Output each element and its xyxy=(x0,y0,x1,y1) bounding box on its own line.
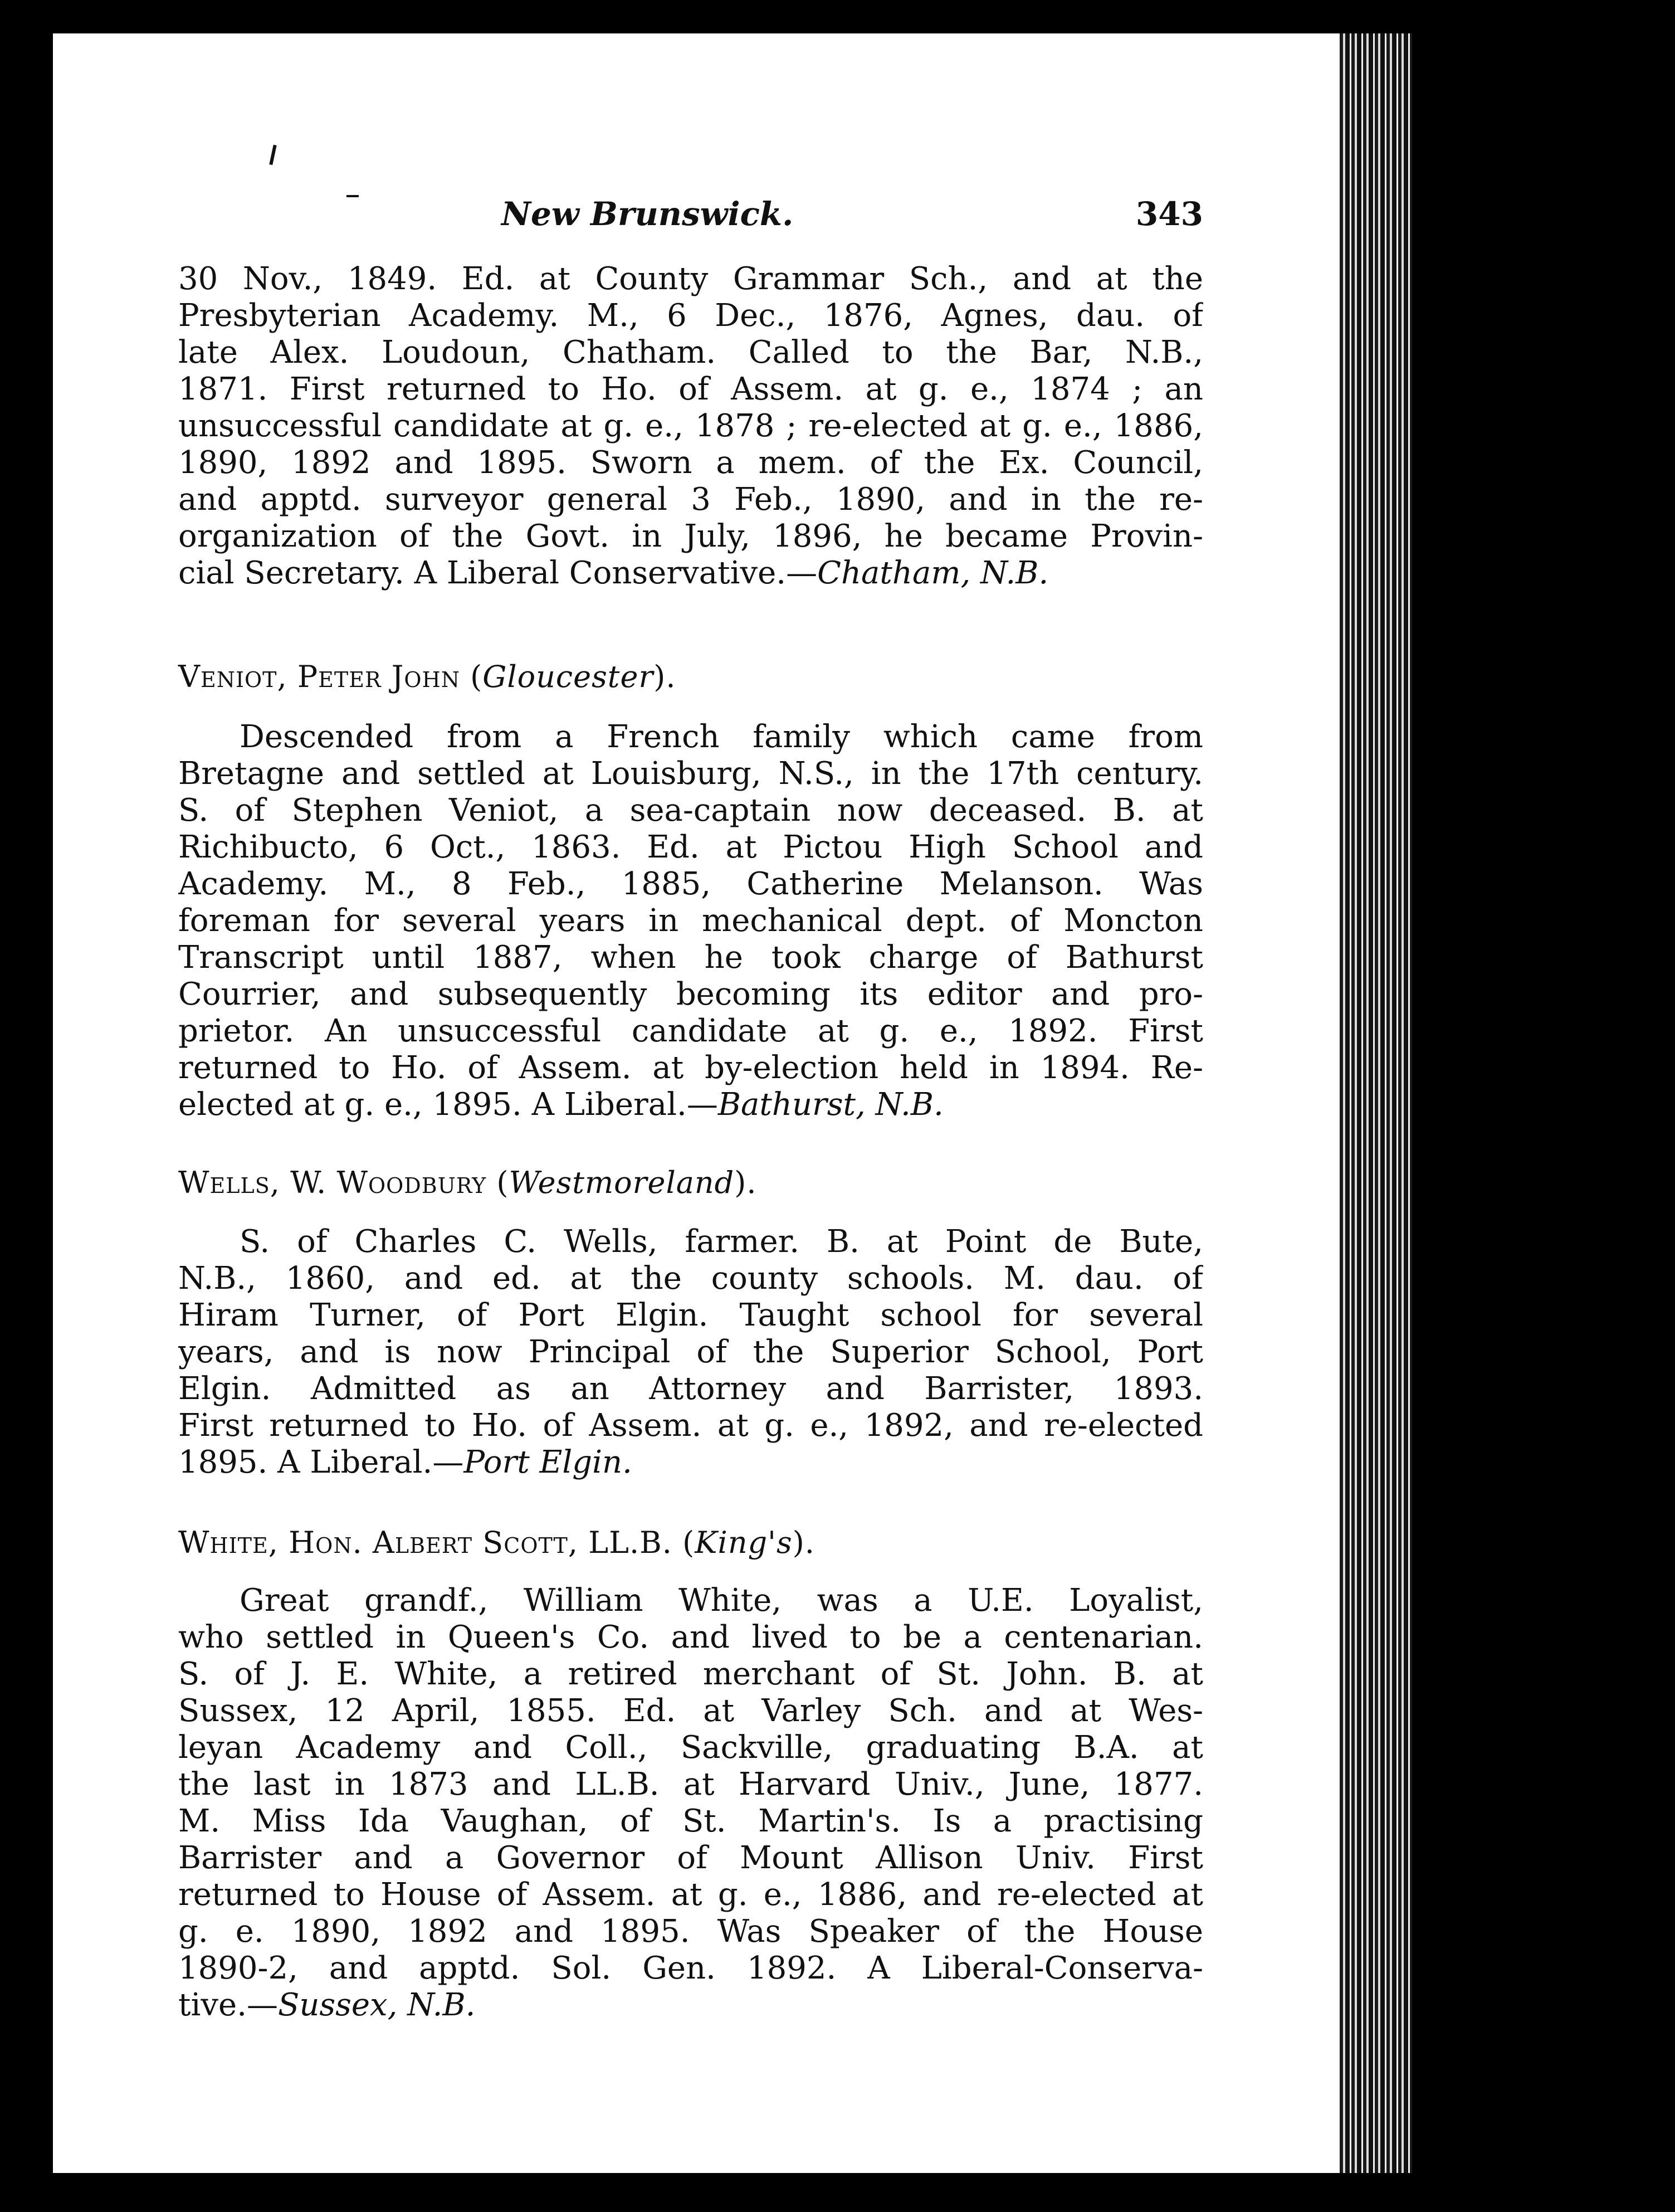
book-gutter-shadow xyxy=(1340,33,1412,2173)
entry-heading xyxy=(178,1165,756,1201)
text-line: 1871. First returned to Ho. of Assem. at g. e., 1874 ; an xyxy=(178,371,1203,407)
text-line: Academy. M., 8 Feb., 1885, Catherine Melanson. Was xyxy=(178,866,1203,902)
text-segment: elected at g. e., 1895. A Liberal.— xyxy=(178,1086,718,1123)
text-line: Barrister and a Governor of Mount Allison Univ. First xyxy=(178,1840,1203,1876)
text-line: Presbyterian Academy. M., 6 Dec., 1876, Agnes, dau. of xyxy=(178,298,1203,334)
text-line: Courrier, and subsequently becoming its editor and pro- xyxy=(178,976,1203,1012)
entry-surname: White xyxy=(178,1525,268,1560)
heading-open-paren: ( xyxy=(486,1165,509,1200)
text-line: Bretagne and settled at Louisburg, N.S., in the 17th century. xyxy=(178,756,1203,792)
residence: Sussex, N.B. xyxy=(278,1987,476,2023)
entry-forenames: W. Woodbury xyxy=(290,1165,487,1200)
text-line: returned to House of Assem. at g. e., 1886, and re-elected at xyxy=(178,1877,1203,1913)
text-line: N.B., 1860, and ed. at the county schools. M. dau. of xyxy=(178,1260,1203,1297)
text-line xyxy=(178,555,1203,592)
text-line: Richibucto, 6 Oct., 1863. Ed. at Pictou High School and xyxy=(178,829,1203,865)
entry-constituency: King's xyxy=(695,1525,793,1560)
entry-forenames: Hon. Albert Scott xyxy=(289,1525,568,1560)
text-line: years, and is now Principal of the Superior School, Port xyxy=(178,1334,1203,1370)
residence: Chatham, N.B. xyxy=(817,555,1049,591)
entry-constituency: Gloucester xyxy=(482,659,654,694)
text-line xyxy=(178,1444,1203,1481)
residence: Bathurst, N.B. xyxy=(717,1086,944,1123)
text-line: unsuccessful candidate at g. e., 1878 ; re-elected at g. e., 1886, xyxy=(178,408,1203,444)
entry-constituency: Westmoreland xyxy=(509,1165,735,1200)
residence: Port Elgin. xyxy=(463,1444,632,1480)
entry-paragraph xyxy=(178,1582,1203,2024)
running-header xyxy=(178,195,1203,234)
heading-separator: , xyxy=(270,1165,291,1200)
text-line: Hiram Turner, of Port Elgin. Taught school for several xyxy=(178,1297,1203,1333)
heading-open-paren: ( xyxy=(460,659,483,694)
text-line: the last in 1873 and LL.B. at Harvard Univ., June, 1877. xyxy=(178,1766,1203,1802)
text-line: Transcript until 1887, when he took charge of Bathurst xyxy=(178,939,1203,976)
stray-ink-mark xyxy=(269,145,276,165)
text-line: First returned to Ho. of Assem. at g. e., 1892, and re-elected xyxy=(178,1407,1203,1444)
text-line: 30 Nov., 1849. Ed. at County Grammar Sch., and at the xyxy=(178,261,1203,297)
text-line: g. e. 1890, 1892 and 1895. Was Speaker of the House xyxy=(178,1913,1203,1950)
text-line xyxy=(178,1086,1203,1123)
text-segment: cial Secretary. A Liberal Conservative.— xyxy=(178,555,818,591)
text-line: Elgin. Admitted as an Attorney and Barrister, 1893. xyxy=(178,1371,1203,1407)
text-line: leyan Academy and Coll., Sackville, graduating B.A. at xyxy=(178,1729,1203,1766)
text-line: S. of J. E. White, a retired merchant of St. John. B. at xyxy=(178,1656,1203,1692)
text-line: 1890, 1892 and 1895. Sworn a mem. of the Ex. Council, xyxy=(178,445,1203,481)
entry-paragraph xyxy=(178,1224,1203,1481)
heading-close: ). xyxy=(792,1525,815,1560)
text-segment: tive.— xyxy=(178,1987,278,2023)
heading-close: ). xyxy=(734,1165,757,1200)
entry-degree: LL.B. xyxy=(588,1525,672,1560)
heading-separator: , xyxy=(568,1525,589,1560)
text-line: who settled in Queen's Co. and lived to be a centenarian. xyxy=(178,1619,1203,1655)
text-line: late Alex. Loudoun, Chatham. Called to the Bar, N.B., xyxy=(178,334,1203,371)
text-line: and apptd. surveyor general 3 Feb., 1890, and in the re- xyxy=(178,481,1203,518)
heading-separator: , xyxy=(277,659,297,694)
text-line: foreman for several years in mechanical dept. of Moncton xyxy=(178,903,1203,939)
text-line: organization of the Govt. in July, 1896, he became Provin- xyxy=(178,518,1203,554)
text-segment: 1895. A Liberal.— xyxy=(178,1444,464,1480)
book-page xyxy=(53,33,1340,2173)
entry-heading xyxy=(178,1524,815,1561)
heading-open-paren: ( xyxy=(672,1525,695,1560)
entry-surname: Wells xyxy=(178,1165,270,1200)
continuation-paragraph xyxy=(178,261,1203,592)
text-line: Sussex, 12 April, 1855. Ed. at Varley Sch. and at Wes- xyxy=(178,1693,1203,1729)
text-line: S. of Stephen Veniot, a sea-captain now deceased. B. at xyxy=(178,792,1203,829)
text-line: Descended from a French family which came from xyxy=(240,719,1203,755)
text-line: S. of Charles C. Wells, farmer. B. at Point de Bute, xyxy=(240,1224,1203,1260)
entry-paragraph xyxy=(178,719,1203,1123)
entry-forenames: Peter John xyxy=(297,659,460,694)
entry-heading xyxy=(178,659,676,695)
text-line xyxy=(178,1987,1203,2024)
text-line: Great grandf., William White, was a U.E. Loyalist, xyxy=(240,1582,1203,1619)
running-title: New Brunswick. xyxy=(501,195,794,233)
text-line: prietor. An unsuccessful candidate at g. e., 1892. First xyxy=(178,1013,1203,1049)
page-number: 343 xyxy=(1135,195,1203,233)
text-line: returned to Ho. of Assem. at by-election held in 1894. Re- xyxy=(178,1050,1203,1086)
heading-close: ). xyxy=(653,659,676,694)
heading-separator: , xyxy=(268,1525,289,1560)
entry-surname: Veniot xyxy=(178,659,277,694)
text-line: 1890-2, and apptd. Sol. Gen. 1892. A Liberal-Conserva- xyxy=(178,1950,1203,1986)
page-edge xyxy=(1412,33,1417,2173)
text-line: M. Miss Ida Vaughan, of St. Martin's. Is a practising xyxy=(178,1803,1203,1839)
